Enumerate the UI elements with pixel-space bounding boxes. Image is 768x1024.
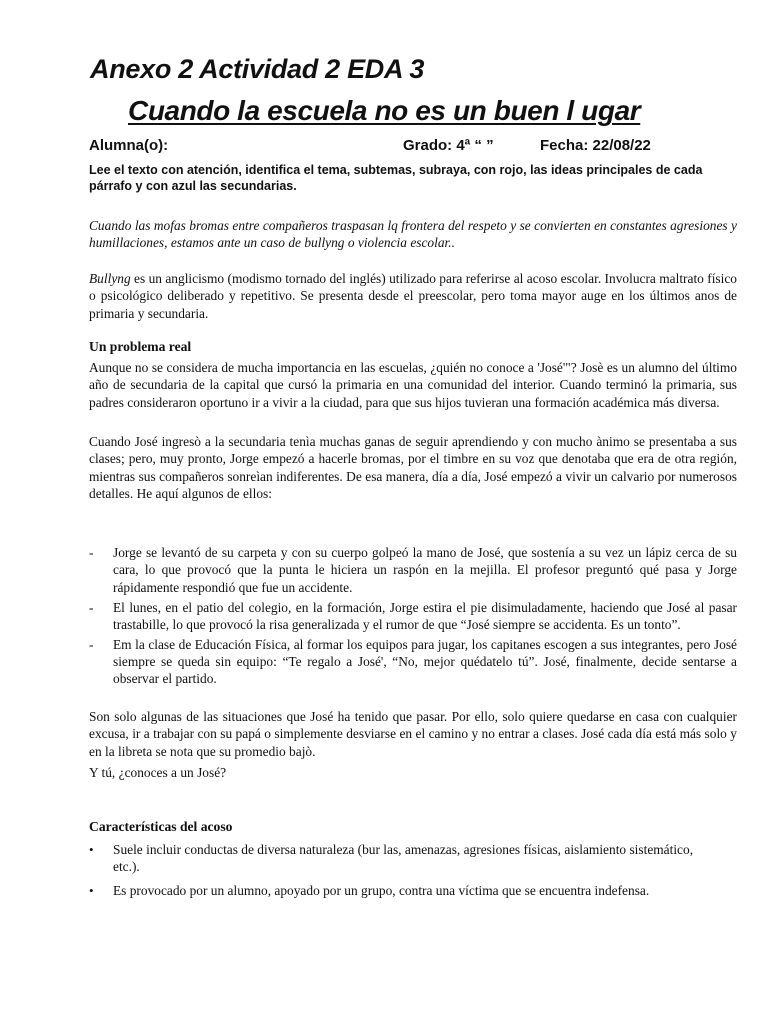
problem-paragraph-2: Cuando José ingresò a la secundaria tenìa muchas ganas de seguir aprendiendo y con mucho ànimo se presentaba a sus clases; pero, muy pronto, Jorge empezó a hacerle bromas, por el timbre en su voz que denotaba que era de otra región, mientras sus compañeros sonreìan indiferentes. De esa manera, día a día, José empezó a vivir un calvario por numerosos detalles. He aquí algunos de ellos: [89,434,737,501]
instructions: Lee el texto con atención, identifica el tema, subtemas, subraya, con rojo, las ideas principales de cada párrafo y con azul las secundarias. [89,163,703,193]
grade-label: Grado: 4ª “ ” [403,137,494,154]
incident-list [89,544,737,690]
dash-marker: - [89,636,94,652]
list-item [89,636,737,688]
dash-marker: - [89,599,94,615]
list-item-text: Em la clase de Educación Física, al formar los equipos para jugar, los capitanes escogen a sus integrantes, pero José siempre se queda sin equipo: “Te regalo a José', “No, mejor quédatelo tú”. José, finalmente, decide sentarse a observar el partido. [113,636,737,687]
definition-term: Bullyng [89,271,131,286]
list-item [89,841,737,876]
list-item [89,882,737,899]
date-label: Fecha: 22/08/22 [540,137,651,154]
list-item [89,599,737,634]
list-item-text: Jorge se levantó de su carpeta y con su cuerpo golpeó la mano de José, que sostenía a su vez un lápiz cerca de su cara, lo que provocó que la punta le hiciera un raspón en la mejilla. El profesor preguntó qué pasa y Jorge rápidamente respondió que fue un accidente. [113,545,737,595]
list-item-text: Es provocado por un alumno, apoyado por un grupo, contra una víctima que se encuentra indefensa. [113,882,650,898]
document-title: Anexo 2 Actividad 2 EDA 3 [90,54,425,84]
definition-text: es un anglicismo (modismo tornado del inglés) utilizado para referirse al acoso escolar. Involucra maltrato físico o psicológico deliberado y repetitivo. Se presenta desde el preescolar, pero toma mayor auge en los últimos anos de primaria y secundaria. [89,271,737,321]
intro-paragraph: Cuando las mofas bromas entre compañeros traspasan lq frontera del respeto y se convierten en constantes agresiones y humillaciones, estamos ante un caso de bullyng o violencia escolar.. [89,218,737,251]
problem-paragraph-1: Aunque no se considera de mucha importancia en las escuelas, ¿quién no conoce a 'José'"? Josè es un alumno del último año de secundaria de la capital que cursó la primaria en una comunidad del interior. Cuando terminó la primaria, sus padres consideraron oportuno ir a vivir a la ciudad, para que sus hijos tuvieran una formación académica más diversa. [89,360,737,410]
closing-question: Y tú, ¿conoces a un José? [89,765,227,780]
bullet-icon: • [89,842,94,857]
list-item-text: El lunes, en el patio del colegio, en la formación, Jorge estira el pie disimuladamente, haciendo que José al pasar trastabille, lo que provocó la risa generalizada y el rumor de que “José siempre se accidenta. Es un tonto”. [113,599,737,632]
bullet-icon: • [89,882,94,898]
list-item [89,544,737,596]
document-subtitle: Cuando la escuela no es un buen l ugar [128,95,641,126]
student-label: Alumna(o): [89,137,169,154]
section-heading-characteristics: Características del acoso [89,819,233,834]
closing-paragraph: Son solo algunas de las situaciones que José ha tenido que pasar. Por ello, solo quiere quedarse en casa con cualquier excusa, ir a trabajar con su papá o simplemente desviarse en el camino y no entrar a clases. José cada día está más solo y en la libreta se nota que su promedio bajò. [89,709,737,759]
list-item-text: Suele incluir conductas de diversa naturaleza (bur las, amenazas, agresiones físicas, aislamiento sistemático, etc.). [113,842,694,875]
section-heading-problem: Un problema real [89,339,192,354]
characteristics-list [89,841,737,905]
dash-marker: - [89,545,94,560]
definition-paragraph [89,270,737,322]
